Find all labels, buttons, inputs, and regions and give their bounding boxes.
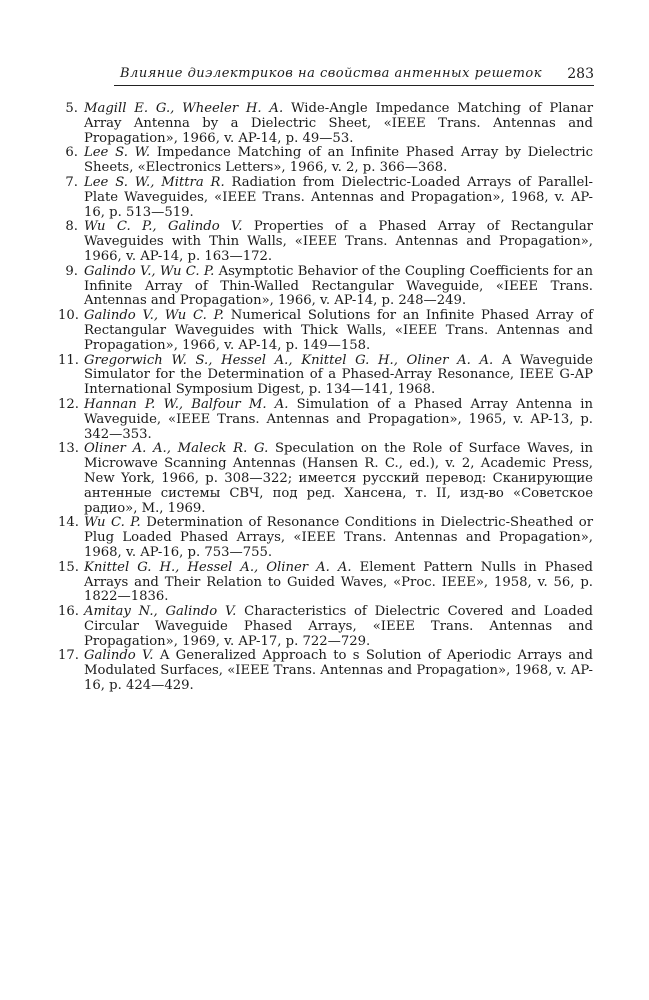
running-header [114,66,594,84]
reference-item [58,442,593,516]
reference-item [58,516,593,560]
reference-number: 12. [58,396,79,412]
reference-item [58,309,593,353]
reference-number: 10. [58,308,79,324]
reference-number: 11. [58,352,79,368]
reference-number: 5. [65,101,78,116]
reference-item [58,398,593,442]
reference-text: Element Pattern Nulls in Phased Arrays and Their Relation to Guided Waves, «Proc. IEEE», 1958, v. 56, p. 1822—1836. [84,559,593,605]
reference-number: 7. [65,174,78,190]
page-number: 283 [567,66,594,82]
reference-item [58,354,593,398]
header-rule [114,85,594,86]
reference-authors: Lee S. W. [84,145,151,161]
reference-list [58,102,593,694]
reference-item [58,605,593,649]
reference-item [58,649,593,693]
reference-number: 9. [65,263,78,279]
reference-text: Wide-Angle Impedance Matching of Planar Array Antenna by a Dielectric Sheet, «IEEE Trans. Antennas and Propagation», 1966, v. AP-14, p. 49—53. [84,101,593,146]
reference-authors: Amitay N., Galindo V. [84,604,237,620]
reference-item [58,265,593,309]
reference-text: Numerical Solutions for an Infinite Phased Array of Rectangular Waveguides with Thick Walls, «IEEE Trans. Antennas and Propagation», 1966, v. AP-14, p. 149—158. [84,308,593,353]
reference-number: 6. [65,145,78,161]
reference-number: 16. [58,604,79,620]
reference-text: A Generalized Approach to s Solution of Aperiodic Arrays and Modulated Surfaces, «IEEE Trans. Antennas and Propagation», 1968, v. AP-16, p. 424—429. [84,648,593,694]
reference-authors: Knittel G. H., Hessel A., Oliner A. A. [84,559,352,575]
reference-text: Radiation from Dielectric-Loaded Arrays of Parallel-Plate Waveguides, «IEEE Trans. Antennas and Propagation», 1968, v. AP-16, p. 513—519. [84,174,593,220]
reference-authors: Galindo V. [84,648,154,664]
reference-item [58,176,593,220]
reference-text: Simulation of a Phased Array Antenna in Waveguide, «IEEE Trans. Antennas and Propagation», 1965, v. AP-13, p. 342—353. [84,396,593,442]
reference-text: Speculation on the Role of Surface Waves, in Microwave Scanning Antennas (Hansen R. C., ed.), v. 2, Academic Press, New York, 1966, p. 308—322; имеется русский перевод: Сканирующие антенные системы СВЧ, под ред. Хансена, т. II, изд-во «Советское радио», М., 1969. [84,441,593,516]
reference-item [58,561,593,605]
reference-text: Impedance Matching of an Infinite Phased Array by Dielectric Sheets, «Electronics Letters», 1966, v. 2, p. 366—368. [84,145,593,176]
reference-item [58,146,593,176]
reference-authors: Lee S. W., Mittra R. [84,174,225,190]
running-title: Влияние диэлектриков на свойства антенных решеток [120,66,543,81]
reference-authors: Galindo V., Wu C. P. [84,263,215,279]
reference-text: A Waveguide Simulator for the Determination of a Phased-Array Resonance, IEEE G-AP International Symposium Digest, p. 134—141, 1968. [84,352,593,398]
reference-number: 17. [58,648,79,664]
reference-authors: Wu C. P. [84,515,141,531]
reference-authors: Galindo V., Wu C. P. [84,308,224,324]
reference-authors: Gregorwich W. S., Hessel A., Knittel G. H., Oliner A. A. [84,352,494,368]
reference-authors: Oliner A. A., Maleck R. G. [84,441,269,457]
reference-number: 15. [58,559,79,575]
reference-text: Properties of a Phased Array of Rectangular Waveguides with Thin Walls, «IEEE Trans. Antennas and Propagation», 1966, v. AP-14, p. 163—172. [84,219,593,264]
reference-authors: Magill E. G., Wheeler H. A. [84,101,284,116]
reference-number: 8. [65,219,78,235]
reference-item [58,102,593,146]
reference-number: 13. [58,441,79,457]
reference-text: Determination of Resonance Conditions in Dielectric-Sheathed or Plug Loaded Phased Arrays, «IEEE Trans. Antennas and Propagation», 1968, v. AP-16, p. 753—755. [84,515,593,560]
reference-text: Characteristics of Dielectric Covered and Loaded Circular Waveguide Phased Arrays, «IEEE Trans. Antennas and Propagation», 1969, v. AP-17, p. 722—729. [84,604,593,649]
reference-authors: Hannan P. W., Balfour M. A. [84,396,289,412]
reference-number: 14. [58,515,79,531]
reference-text: Asymptotic Behavior of the Coupling Coefficients for an Infinite Array of Thin-Walled Rectangular Waveguide, «IEEE Trans. Antennas and Propagation», 1966, v. AP-14, p. 248—249. [84,263,593,309]
reference-authors: Wu C. P., Galindo V. [84,219,243,235]
reference-item [58,220,593,264]
